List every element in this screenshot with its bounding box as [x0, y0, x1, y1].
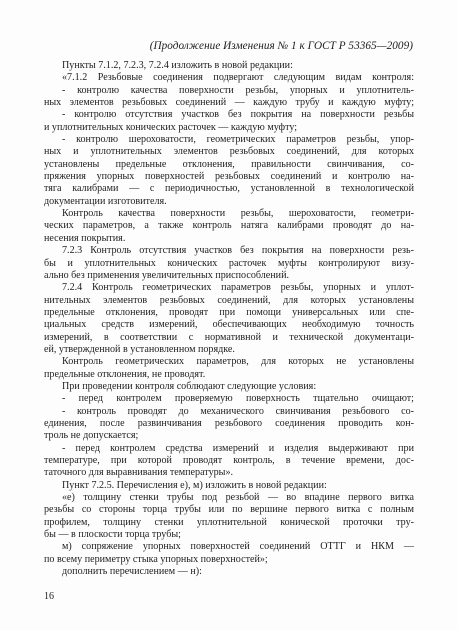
- text-line: ально без применения увеличительных приспособлений.: [44, 269, 289, 281]
- text-line: предельные отклонения, не проводят.: [44, 368, 206, 380]
- text-line: - перед контролем средства измерений и изделия выдерживают при: [62, 442, 414, 454]
- text-line: тяга калибрами — с периодичностью, установленной в технологической: [44, 183, 414, 195]
- text-line: - контроль проводят до механического свинчивания резьбового со-: [62, 405, 414, 417]
- text-line: 7.2.3 Контроль отсутствия участков без покрытия на поверхности резь-: [62, 245, 414, 257]
- text-line: При проведении контроля соблюдают следующие условия:: [62, 380, 317, 392]
- text-line: Пункт 7.2.5. Перечисления е), м) изложить в новой редакции:: [62, 479, 327, 491]
- text-line: ных элементов резьбовых соединений — каждую трубу и каждую муфту;: [44, 97, 414, 109]
- text-line: документации изготовителя.: [44, 195, 167, 207]
- text-line: пряжения упорных поверхностей резьбовых соединений и контролю на-: [44, 171, 414, 183]
- text-line: бы и уплотнительных конических расточек муфты контролируют визу-: [44, 257, 414, 269]
- text-line: нительных элементов резьбовых соединений, для которых установлены: [44, 294, 414, 306]
- text-line: ных и уплотнительных элементов резьбовых соединений, для которых: [44, 146, 414, 158]
- text-line: таточного для выравнивания температуры».: [44, 467, 234, 479]
- document-body: [44, 60, 414, 578]
- text-line: Контроль геометрических параметров, для которых не установлены: [62, 356, 414, 368]
- text-line: резьбы со стороны торца трубы или по вершине первого витка с полным: [44, 504, 414, 516]
- text-line: измерений, в соответствии с нормативной и технической документаци-: [44, 331, 414, 343]
- text-line: температуре, при которой проводят контроль, в течение времени, дос-: [44, 455, 414, 466]
- page-number: 16: [44, 591, 54, 602]
- text-line: - контролю шероховатости, геометрических параметров резьбы, упор-: [62, 134, 414, 146]
- text-line: - контролю отсутствия участков без покрытия на поверхности резьбы: [62, 109, 414, 121]
- text-line: - перед контролем проверяемую поверхность тщательно очищают;: [62, 393, 414, 405]
- text-line: - контролю качества поверхности резьбы, упорных и уплотнитель-: [62, 84, 414, 96]
- text-line: бы — в плоскости торца трубы;: [44, 529, 181, 541]
- text-line: ческих параметров, а также контроль натяга калибрами проводят до на-: [44, 220, 414, 232]
- text-line: м) сопряжение упорных поверхностей соединений ОТТГ и НКМ —: [62, 541, 414, 553]
- text-line: по всему периметру стыка упорных поверхностей»;: [44, 553, 268, 565]
- text-line: ей, утвержденной в установленном порядке.: [44, 343, 235, 355]
- text-line: «7.1.2 Резьбовые соединения подвергают следующим видам контроля:: [62, 72, 414, 84]
- text-line: профилем, толщину стенки уплотнительной конической проточки тру-: [44, 516, 414, 528]
- text-line: 7.2.4 Контроль геометрических параметров резьбы, упорных и уплот-: [62, 282, 414, 294]
- text-line: единения, после развинчивания резьбового соединения проводить кон-: [44, 417, 414, 429]
- text-line: троль не допускается;: [44, 430, 139, 442]
- text-line: Пункты 7.1.2, 7.2.3, 7.2.4 изложить в новой редакции:: [62, 60, 293, 71]
- text-line: Контроль качества поверхности резьбы, шероховатости, геометри-: [62, 208, 414, 220]
- text-line: предельные отклонения, проводят при помощи универсальных или спе-: [44, 306, 414, 318]
- text-line: несения покрытия.: [44, 232, 126, 244]
- text-line: «е) толщину стенки трубы под резьбой — во впадине первого витка: [62, 492, 414, 504]
- text-line: циальных средств измерений, обеспечивающих необходимую точность: [44, 319, 414, 331]
- text-line: дополнить перечислением — н):: [62, 566, 202, 578]
- running-header: (Продолжение Изменения № 1 к ГОСТ Р 53365—2009): [149, 40, 413, 52]
- text-line: и уплотнительных конических расточек — каждую муфту;: [44, 121, 298, 133]
- text-line: установлены предельные отклонения, правильности свинчивания, со-: [44, 158, 414, 170]
